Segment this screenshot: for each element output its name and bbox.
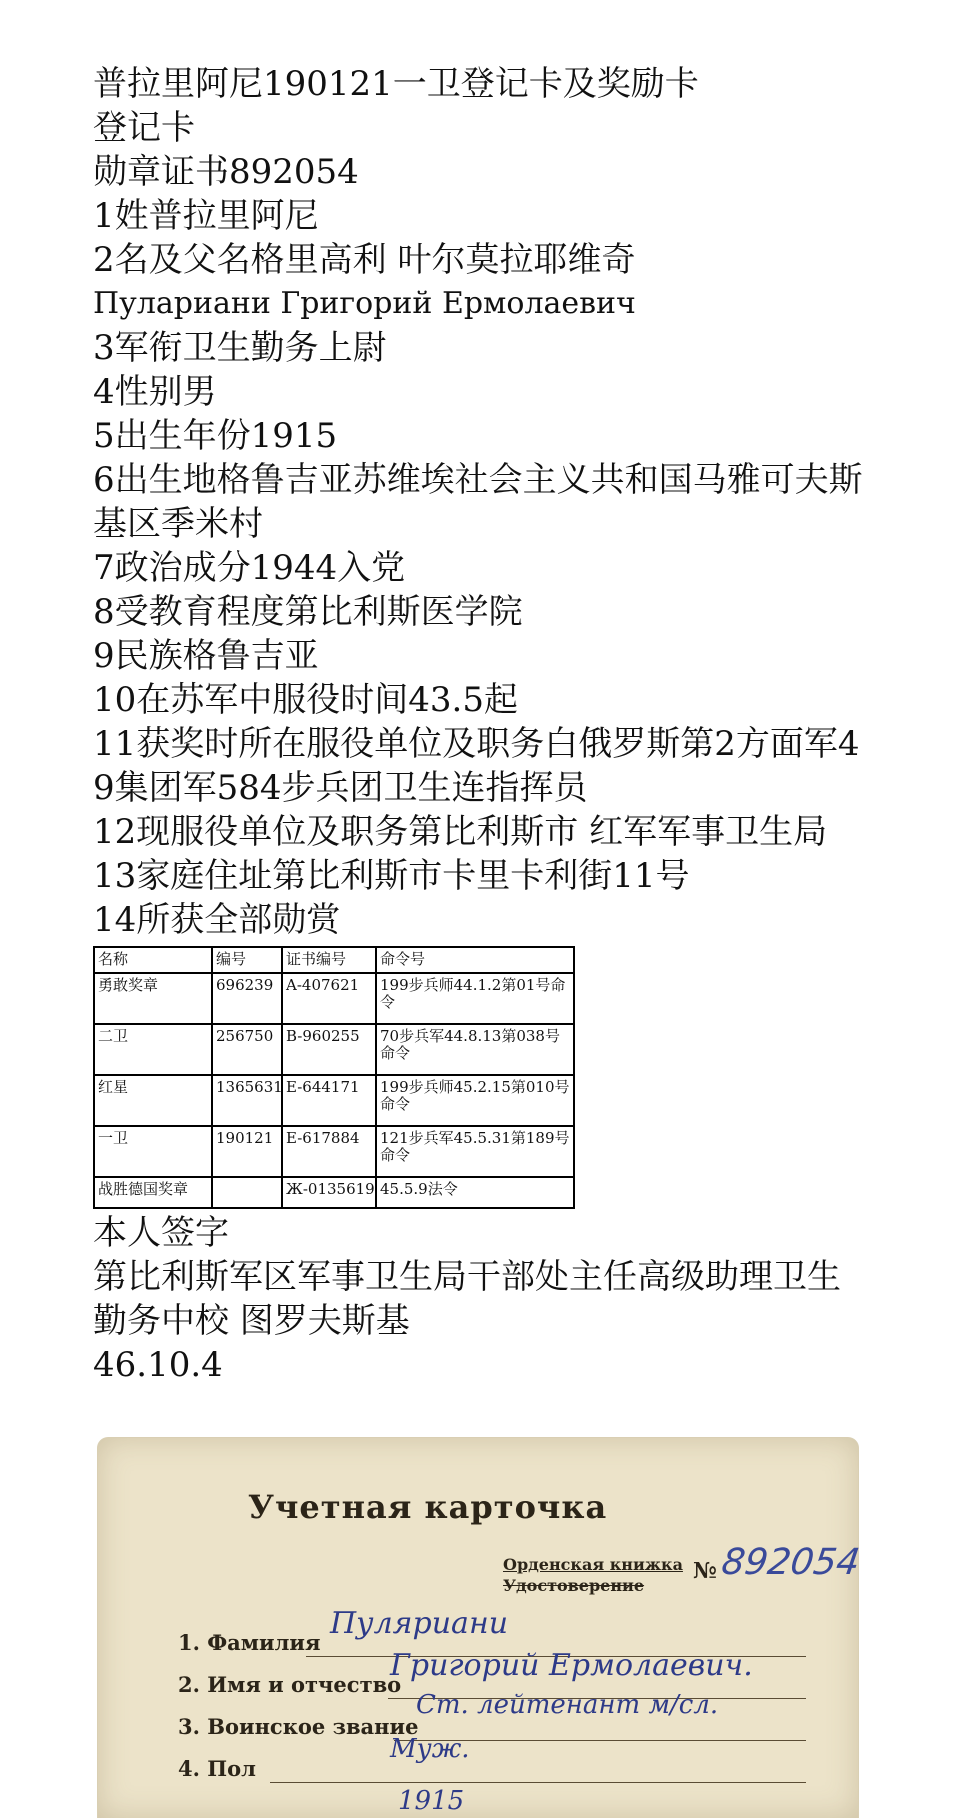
awards-table [93,946,575,1209]
header-certificate: 证书编号 [282,947,376,973]
signature-line: 本人签字 [93,1213,229,1253]
russian-name-line: Пулариани Григорий Ермолаевич [93,286,636,321]
card-handwritten-number: 892054 [719,1542,863,1583]
doc-title: 普拉里阿尼190121一卫登记卡及奖励卡 [93,64,699,104]
table-cell: E-644171 [282,1075,376,1126]
card-row-label: 1. Фамилия [178,1630,321,1655]
certificate-line: 勋章证书892054 [93,152,359,192]
date-line: 46.10.4 [93,1345,223,1385]
nationality-line: 9民族格鲁吉亚 [93,636,319,676]
card-handwritten-name: Григорий Ермолаевич. [390,1648,753,1683]
card-row-surname [178,1630,320,1655]
table-cell: Ж-0135619 [282,1177,376,1208]
doc-subtitle: 登记卡 [93,108,195,148]
birth-year-line: 5出生年份1915 [93,416,338,456]
sex-line: 4性别男 [93,372,217,412]
card-handwritten-partial: 1915 [398,1786,465,1816]
rank-line: 3军衔卫生勤务上尉 [93,328,387,368]
address-line: 13家庭住址第比利斯市卡里卡利街11号 [93,856,690,896]
card-row-label: 3. Воинское звание [178,1714,419,1739]
table-cell: 696239 [212,973,282,1024]
card-certificate-label: Удостоверение [503,1576,645,1595]
header-order: 命令号 [376,947,574,973]
surname-line: 1姓普拉里阿尼 [93,196,319,236]
table-cell: 70步兵军44.8.13第038号命令 [376,1024,574,1075]
table-cell: B-960255 [282,1024,376,1075]
card-row-rank [178,1714,418,1739]
table-cell: 190121 [212,1126,282,1177]
all-awards-line: 14所获全部勋赏 [93,900,341,940]
scanned-registration-card [98,1438,863,1818]
party-line: 7政治成分1944入党 [93,548,406,588]
table-cell: 红星 [94,1075,212,1126]
card-order-book-label: Орденская книжка [503,1555,683,1574]
document-body [93,62,873,1387]
card-handwritten-surname: Пуляриани [330,1606,509,1641]
table-row [94,1024,574,1075]
card-row-name [178,1672,401,1697]
card-handwritten-sex: Муж. [390,1734,470,1764]
table-cell: 二卫 [94,1024,212,1075]
table-cell [212,1177,282,1208]
table-row [94,973,574,1024]
table-cell: 勇敢奖章 [94,973,212,1024]
table-cell: 1365631 [212,1075,282,1126]
card-title: Учетная карточка [248,1488,608,1526]
officer-line: 第比利斯军区军事卫生局干部处主任高级助理卫生勤务中校 图罗夫斯基 [93,1257,841,1341]
table-cell: 45.5.9法令 [376,1177,574,1208]
table-cell: A-407621 [282,973,376,1024]
table-cell: 199步兵师44.1.2第01号命令 [376,973,574,1024]
table-cell: 121步兵军45.5.31第189号命令 [376,1126,574,1177]
table-cell: 256750 [212,1024,282,1075]
table-cell: 一卫 [94,1126,212,1177]
service-start-line: 10在苏军中服役时间43.5起 [93,680,518,720]
current-unit-line: 12现服役单位及职务第比利斯市 红军军事卫生局 [93,812,828,852]
card-number-sign: № [693,1558,717,1584]
table-row [94,1075,574,1126]
card-handwritten-rank: Ст. лейтенант м/сл. [416,1690,719,1720]
name-line: 2名及父名格里高利 叶尔莫拉耶维奇 [93,240,636,280]
header-number: 编号 [212,947,282,973]
table-cell: 战胜德国奖章 [94,1177,212,1208]
table-cell: E-617884 [282,1126,376,1177]
education-line: 8受教育程度第比利斯医学院 [93,592,523,632]
card-row-sex [178,1756,256,1781]
header-name: 名称 [94,947,212,973]
table-row [94,1177,574,1208]
table-cell: 199步兵师45.2.15第010号命令 [376,1075,574,1126]
birthplace-line: 6出生地格鲁吉亚苏维埃社会主义共和国马雅可夫斯基区季米村 [93,460,863,544]
table-header-row [94,947,574,973]
card-row-label: 2. Имя и отчество [178,1672,402,1697]
award-unit-line: 11获奖时所在服役单位及职务白俄罗斯第2方面军49集团军584步兵团卫生连指挥员 [93,724,860,808]
card-row-label: 4. Пол [178,1756,256,1781]
table-row [94,1126,574,1177]
